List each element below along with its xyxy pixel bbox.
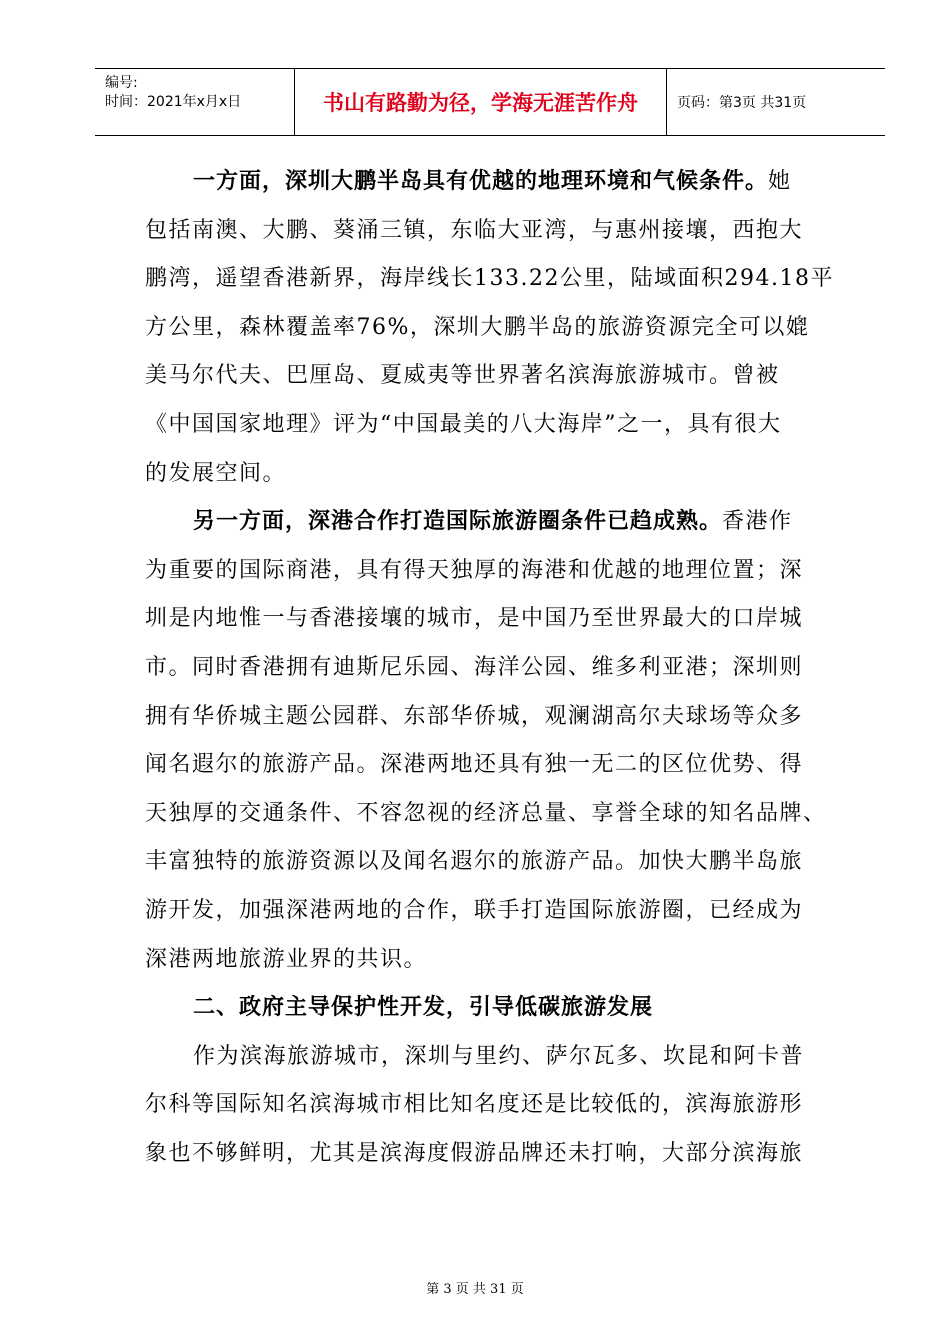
paragraph-line: 游开发，加强深港两地的合作，联手打造国际旅游圈，已经成为 (145, 897, 804, 923)
paragraph-3-first-line: 作为滨海旅游城市，深圳与里约、萨尔瓦多、坎昆和阿卡普 (193, 1043, 805, 1069)
paragraph-line: 象也不够鲜明，尤其是滨海度假游品牌还未打响，大部分滨海旅 (145, 1140, 804, 1166)
header-motto: 书山有路勤为径，学海无涯苦作舟 (295, 69, 667, 135)
paragraph-line: 天独厚的交通条件、不容忽视的经济总量、享誉全球的知名品牌、 (145, 800, 827, 826)
paragraph-line: 市。同时香港拥有迪斯尼乐园、海洋公园、维多利亚港；深圳则 (145, 654, 804, 680)
section-heading: 二、政府主导保护性开发，引导低碳旅游发展 (193, 995, 654, 1021)
document-body (145, 158, 840, 1178)
paragraph-line: 包括南澳、大鹏、葵涌三镇，东临大亚湾，与惠州接壤，西抱大 (145, 217, 804, 243)
header-page-code: 页码：第3页 共31页 (677, 95, 807, 111)
paragraph-line: 丰富独特的旅游资源以及闻名遐尔的旅游产品。加快大鹏半岛旅 (145, 849, 804, 875)
paragraph-line: 深港两地旅游业界的共识。 (145, 946, 428, 972)
paragraph-1-lead: 一方面，深圳大鹏半岛具有优越的地理环境和气候条件。 (193, 169, 769, 194)
paragraph-1-first-line (145, 158, 840, 207)
paragraph-1-first-tail: 她 (768, 169, 792, 194)
paragraph-line: 鹏湾，遥望香港新界，海岸线长133.22公里，陆域面积294.18平 (145, 266, 834, 292)
paragraph-line: 闻名遐尔的旅游产品。深港两地还具有独一无二的区位优势、得 (145, 752, 804, 778)
serial-label: 编号: (105, 75, 138, 91)
paragraph-2-first-line (145, 498, 840, 547)
paragraph-2-lead: 另一方面，深港合作打造国际旅游圈条件已趋成熟。 (193, 509, 723, 535)
header-meta (95, 69, 295, 135)
paragraph-line: 圳是内地惟一与香港接壤的城市，是中国乃至世界最大的口岸城 (145, 606, 804, 632)
paragraph-line: 拥有华侨城主题公园群、东部华侨城，观澜湖高尔夫球场等众多 (145, 703, 804, 729)
paragraph-2-first-tail: 香港作 (722, 509, 793, 535)
paragraph-line: 美马尔代夫、巴厘岛、夏威夷等世界著名滨海旅游城市。曾被 (145, 363, 780, 389)
page-header (95, 68, 885, 136)
paragraph-line: 的发展空间。 (145, 460, 287, 486)
paragraph-line: 方公里，森林覆盖率76%，深圳大鹏半岛的旅游资源完全可以媲 (145, 314, 810, 340)
paragraph-line: 《中国国家地理》评为“中国最美的八大海岸”之一，具有很大 (145, 411, 782, 437)
time-label: 时间：2021年x月x日 (105, 94, 242, 110)
page-footer: 第 3 页 共 31 页 (426, 1282, 524, 1297)
paragraph-line: 尔科等国际知名滨海城市相比知名度还是比较低的，滨海旅游形 (145, 1092, 804, 1118)
paragraph-line: 为重要的国际商港，具有得天独厚的海港和优越的地理位置；深 (145, 557, 804, 583)
